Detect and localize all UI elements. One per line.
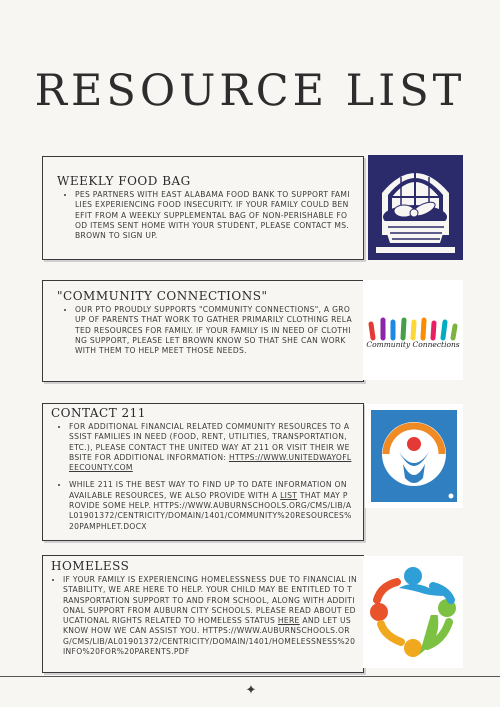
card-contact-211 [42, 403, 364, 541]
bullet-body: IF YOUR FAMILY IS EXPERIENCING HOMELESSNESS DUE TO FINANCIAL INSTABILITY, WE ARE HERE TO HELP. YOUR CHILD MAY BE ENTITLED TO TRANSPORTATION SUPPORT TO AND FROM SCHOOL, ALONG WITH ADDITIONAL SUPPORT FROM AUBURN CITY SCHOOLS. PLEASE READ ABOUT EDUCATIONAL RIGHTS RELATED TO HOMELESS STATUS [63, 575, 358, 626]
page-title: RESOURCE LIST [34, 66, 466, 116]
star-icon: ✦ [245, 683, 257, 698]
resource-list-link[interactable]: LIST [280, 490, 298, 500]
bullet-body: FOR ADDITIONAL FINANCIAL RELATED COMMUNITY RESOURCES TO ASSIST FAMILIES IN NEED (FOOD, RENT, UTILITIES, TRANSPORTATION, ETC.), PLEASE CONTACT THE UNITED WAY AT 211 OR VISIT THEIR WEBSITE FOR ADDITIONAL INFORMATION: [69, 422, 350, 462]
bullet-body-rest: THAT MAY PROVIDE SOME HELP. HTTPS://WWW.AUBURNSCHOOLS.ORG/CMS/LIB/AL01901372/CENTRICITY/DOMAIN/1401/COMMUNITY%20RESOURCES%20PAMPHLET.DOCX [69, 490, 352, 531]
logo-text: Community Connections [366, 340, 460, 349]
community-connections-logo [363, 280, 463, 380]
united-way-logo-icon [365, 404, 463, 508]
bullet-body-rest: AND LET US KNOW HOW WE CAN ASSIST YOU. HTTPS://WWW.AUBURNSCHOOLS.ORG/CMS/LIB/AL01901372/CENTRICITY/DOMAIN/1401/HOMELESSNESS%20INFO%20FOR%20PARENTS.PDF [63, 616, 356, 657]
bullet-text [69, 480, 353, 531]
card-homeless [42, 555, 364, 673]
section-heading: WEEKLY FOOD BAG [57, 174, 191, 188]
card-weekly-food-bag [42, 156, 364, 260]
united-way-link[interactable]: HTTPS://WWW.UNITEDWAYOFLEECOUNTY.COM [69, 452, 352, 473]
bullet-text [69, 422, 353, 473]
people-circle-icon [363, 556, 463, 668]
bullet-text: • PES PARTNERS WITH EAST ALABAMA FOOD BANK TO SUPPORT FAMILIES EXPERIENCING FOOD INSECURITY. IF YOUR FAMILY COULD BENEFIT FROM A WEEKLY SUPPLEMENTAL BAG OF NON-PERISHABLE FOOD ITEMS SENT HOME WITH YOUR STUDENT, PLEASE CONTACT MS. BROWN TO SIGN UP. [75, 190, 353, 241]
food-basket-icon [368, 155, 463, 260]
footer-divider [0, 676, 500, 677]
homeless-rights-link[interactable]: HERE [277, 616, 300, 626]
bullet-text: • OUR PTO PROUDLY SUPPORTS "COMMUNITY CONNECTIONS", A GROUP OF PARENTS THAT WORK TO GATHER PRIMARILY CLOTHING RELATED RESOURCES FOR FAMILY. IF YOUR FAMILY IS IN NEED OF CLOTHING SUPPORT, PLEASE LET BROWN KNOW SO THAT SHE CAN WORK WITH THEM TO HELP MEET THOSE NEEDS. [75, 305, 353, 356]
section-heading: HOMELESS [51, 559, 130, 573]
card-community-connections [42, 280, 364, 382]
section-heading: "COMMUNITY CONNECTIONS" [57, 289, 268, 303]
section-heading: CONTACT 211 [51, 406, 146, 420]
bullet-body: WHILE 211 IS THE BEST WAY TO FIND UP TO DATE INFORMATION ON AVAILABLE RESOURCES, WE ALSO PROVIDE WITH A [69, 480, 347, 500]
bullet-text [63, 575, 357, 657]
